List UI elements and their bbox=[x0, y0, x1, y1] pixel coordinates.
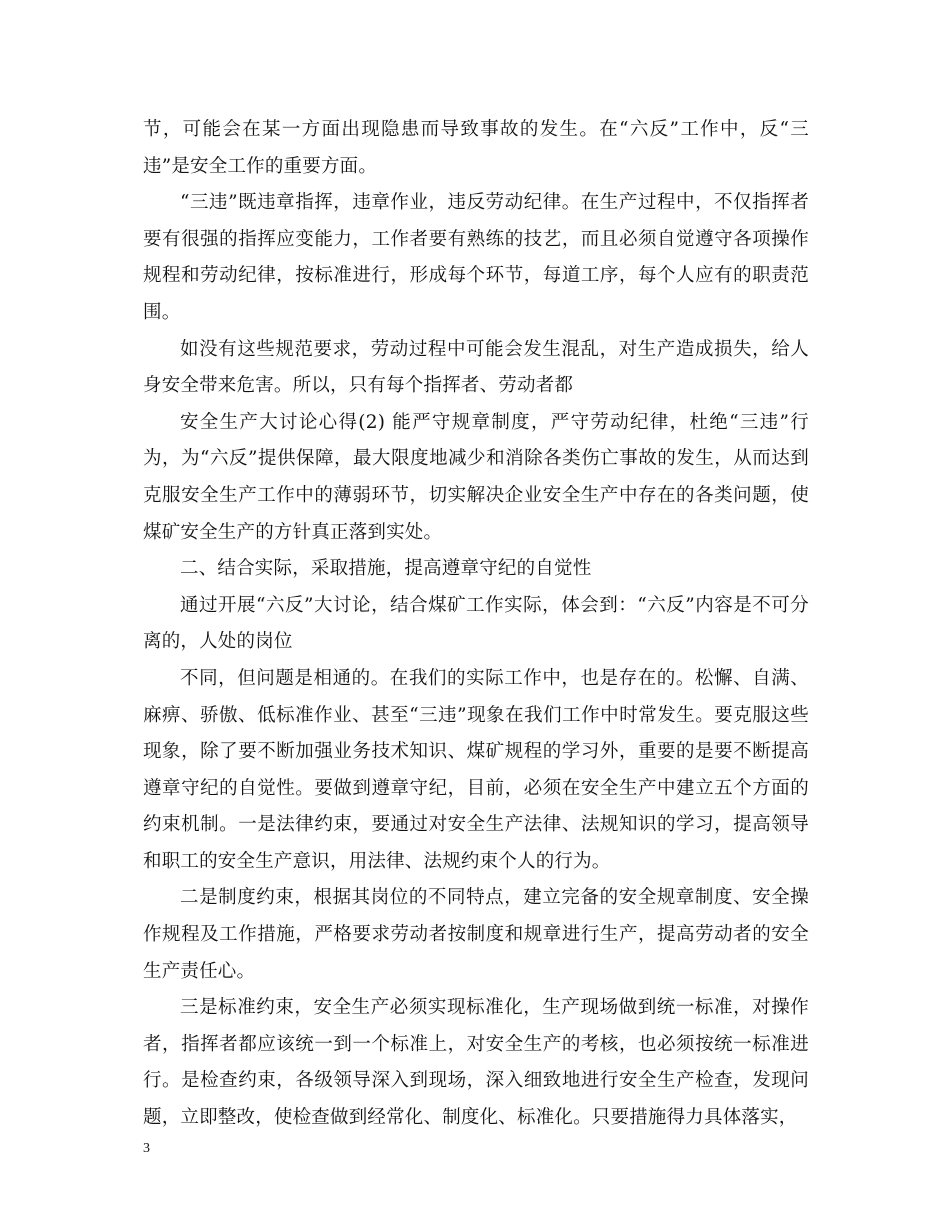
paragraph-9: 三是标准约束，安全生产必须实现标准化，生产现场做到统一标准，对操作者，指挥者都应该统一到一个标准上，对安全生产的考核，也必须按统一标准进行。是检查约束，各级领导深入到现场，深入细致地进行安全生产检查，发现问题，立即整改，使检查做到经常化、制度化、标准化。只要措施得力具体落实， bbox=[143, 997, 809, 1129]
paragraph-1: 节，可能会在某一方面出现隐患而导致事故的发生。在“六反”工作中，反“三违”是安全工作的重要方面。 bbox=[143, 119, 809, 177]
section-heading: 二、结合实际，采取措施，提高遵章守纪的自觉性 bbox=[180, 558, 592, 580]
paragraph-2: “三违”既违章指挥，违章作业，违反劳动纪律。在生产过程中，不仅指挥者要有很强的指挥应变能力，工作者要有熟练的技艺，而且必须自觉遵守各项操作规程和劳动纪律，按标准进行，形成每个环节，每道工序，每个人应有的职责范围。 bbox=[143, 192, 809, 323]
paragraph-8: 二是制度约束，根据其岗位的不同特点，建立完备的安全规章制度、安全操作规程及工作措施，严格要求劳动者按制度和规章进行生产，提高劳动者的安全生产责任心。 bbox=[143, 887, 809, 982]
paragraph-4: 安全生产大讨论心得(2) 能严守规章制度，严守劳动纪律，杜绝“三违”行为，为“六反”提供保障，最大限度地减少和消除各类伤亡事故的发生，从而达到克服安全生产工作中的薄弱环节，切实解决企业安全生产中存在的各类问题，使煤矿安全生产的方针真正落到实处。 bbox=[143, 411, 809, 543]
page-number: 3 bbox=[143, 1141, 150, 1156]
paragraph-7: 不同，但问题是相通的。在我们的实际工作中，也是存在的。松懈、自满、麻痹、骄傲、低标准作业、甚至“三违”现象在我们工作中时常发生。要克服这些现象，除了要不断加强业务技术知识、煤矿规程的学习外，重要的是要不断提高遵章守纪的自觉性。要做到遵章守纪，目前，必须在安全生产中建立五个方面的约束机制。一是法律约束，要通过对安全生产法律、法规知识的学习，提高领导和职工的安全生产意识，用法律、法规约束个人的行为。 bbox=[143, 667, 809, 872]
paragraph-6: 通过开展“六反”大讨论，结合煤矿工作实际，体会到：“六反”内容是不可分离的，人处的岗位 bbox=[143, 594, 809, 653]
paragraph-3: 如没有这些规范要求，劳动过程中可能会发生混乱，对生产造成损失，给人身安全带来危害。所以，只有每个指挥者、劳动者都 bbox=[143, 338, 809, 397]
body-text bbox=[143, 112, 809, 1137]
